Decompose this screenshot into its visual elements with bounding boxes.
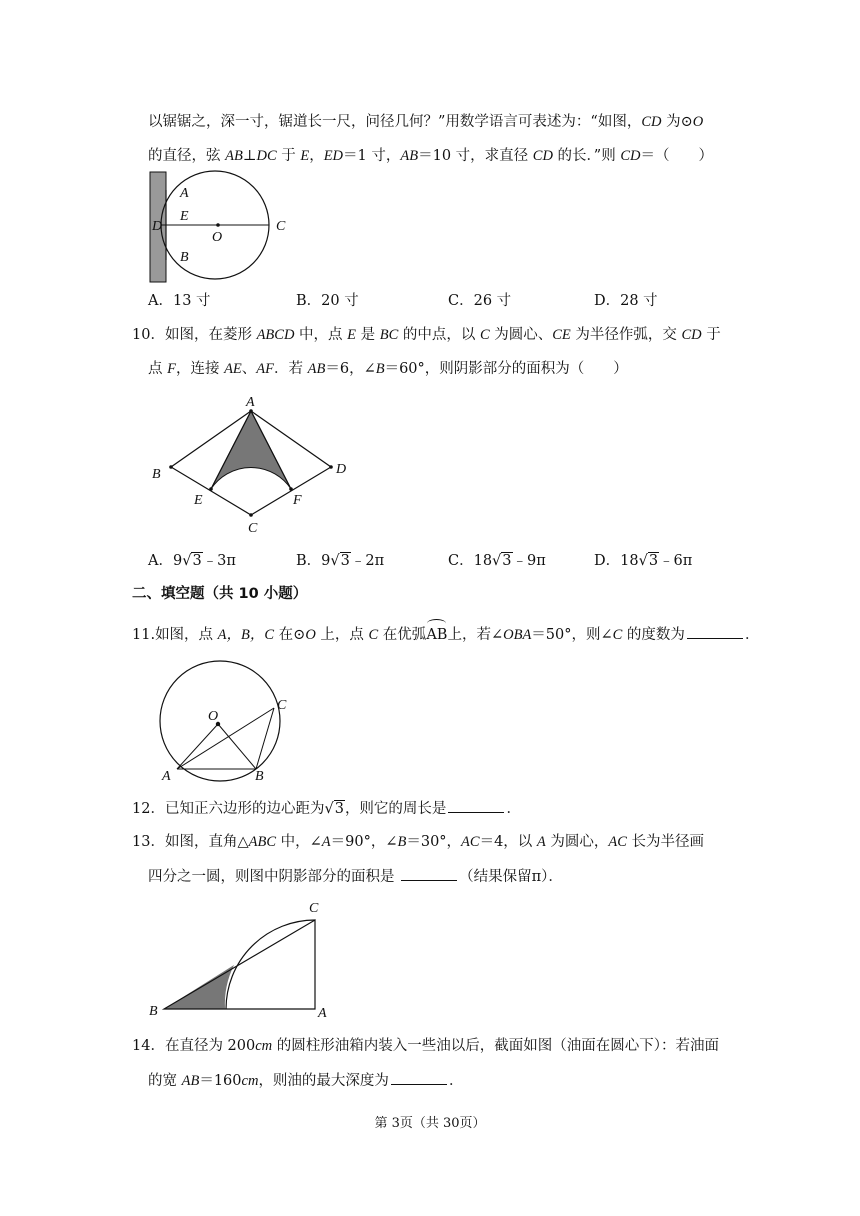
q10-label-D: D xyxy=(336,462,347,477)
section-title-fill-blank: 二、填空题（共 10 小题） xyxy=(132,586,308,602)
q10-label-E: E xyxy=(194,493,203,508)
q10-figure xyxy=(145,392,365,537)
q9-label-B: B xyxy=(180,250,189,265)
q10-line-2: 点 F，连接 AE、AF．若 AB＝6，∠B＝60°，则阴影部分的面积为（ ） xyxy=(148,361,628,377)
q11-label-B: B xyxy=(255,769,264,784)
q11-label-O: O xyxy=(208,709,219,724)
q13-figure xyxy=(145,898,345,1023)
q11-figure xyxy=(150,660,300,790)
q14-line-2: 的宽 AB＝160cm，则油的最大深度为 ． xyxy=(148,1070,463,1091)
q10-option-c[interactable]: C．18√3﹣9π xyxy=(448,553,546,569)
q14-answer-blank[interactable] xyxy=(391,1070,447,1085)
q11-answer-blank[interactable] xyxy=(687,624,743,639)
q10-label-C: C xyxy=(248,521,258,536)
q11-circle xyxy=(160,661,280,781)
q9-option-d[interactable]: D．28 寸 xyxy=(594,293,658,309)
q13-label-A: A xyxy=(318,1006,327,1021)
q9-figure xyxy=(140,165,300,285)
q9-label-A: A xyxy=(180,186,189,201)
q10-point-D xyxy=(329,465,333,469)
q9-option-c[interactable]: C．26 寸 xyxy=(448,293,512,309)
q10-option-b[interactable]: B．9√3﹣2π xyxy=(296,553,385,569)
q13-label-C: C xyxy=(309,901,319,916)
q10-shaded-region xyxy=(211,411,291,489)
q9-option-a[interactable]: A．13 寸 xyxy=(148,293,211,309)
q9-center-dot xyxy=(216,223,220,227)
q11-label-C: C xyxy=(277,698,287,713)
q9-option-b[interactable]: B．20 寸 xyxy=(296,293,359,309)
q12-answer-blank[interactable] xyxy=(448,798,504,813)
q12-line: 12．已知正六边形的边心距为√3，则它的周长是 ． xyxy=(132,798,521,819)
q13-triangle xyxy=(164,920,315,1009)
q14-line-1: 14．在直径为 200cm 的圆柱形油箱内装入一些油以后，截面如图（油面在圆心下）：若油面 xyxy=(132,1038,720,1054)
q13-label-B: B xyxy=(149,1004,158,1019)
q9-label-D: D xyxy=(152,219,163,234)
page-footer: 第 3页（共 30页） xyxy=(374,1116,486,1131)
q9-label-E: E xyxy=(180,209,189,224)
q11-label-A: A xyxy=(162,769,171,784)
q10-point-C xyxy=(249,513,253,517)
q11-line-ac xyxy=(177,708,274,769)
q10-label-B: B xyxy=(152,467,161,482)
q10-point-F xyxy=(289,487,293,491)
q9-line-2: 的直径，弦 AB⊥DC 于 E，ED＝1 寸，AB＝10 寸，求直径 CD 的长．”则 CD＝（ ） xyxy=(148,148,713,164)
q10-label-A: A xyxy=(246,395,255,410)
q10-line-1: 10．如图，在菱形 ABCD 中，点 E 是 BC 的中点，以 C 为圆心、CE 为半径作弧，交 CD 于 xyxy=(132,327,721,343)
q9-label-C: C xyxy=(276,219,286,234)
q13-line-2: 四分之一圆，则图中阴影部分的面积是 （结果保留π）． xyxy=(148,866,563,887)
q10-option-d[interactable]: D．18√3﹣6π xyxy=(594,553,693,569)
q13-answer-blank[interactable] xyxy=(401,866,457,881)
q10-option-a[interactable]: A．9√3﹣3π xyxy=(148,553,236,569)
q13-line-1: 13．如图，直角△ABC 中，∠A＝90°，∠B＝30°，AC＝4，以 A 为圆心，AC 长为半径画 xyxy=(132,834,705,850)
q10-point-B xyxy=(169,465,173,469)
q9-line-1: 以锯锯之，深一寸，锯道长一尺，问径几何？”用数学语言可表述为：“如图，CD 为⊙O xyxy=(148,114,704,130)
q9-label-O: O xyxy=(212,230,223,245)
q10-label-F: F xyxy=(293,493,302,508)
q10-point-E xyxy=(209,487,213,491)
q11-line-1: 11.如图，点 A，B，C 在⊙O 上，点 C 在优弧AB上，若∠OBA＝50°，则∠C 的度数为 ． xyxy=(132,624,759,645)
